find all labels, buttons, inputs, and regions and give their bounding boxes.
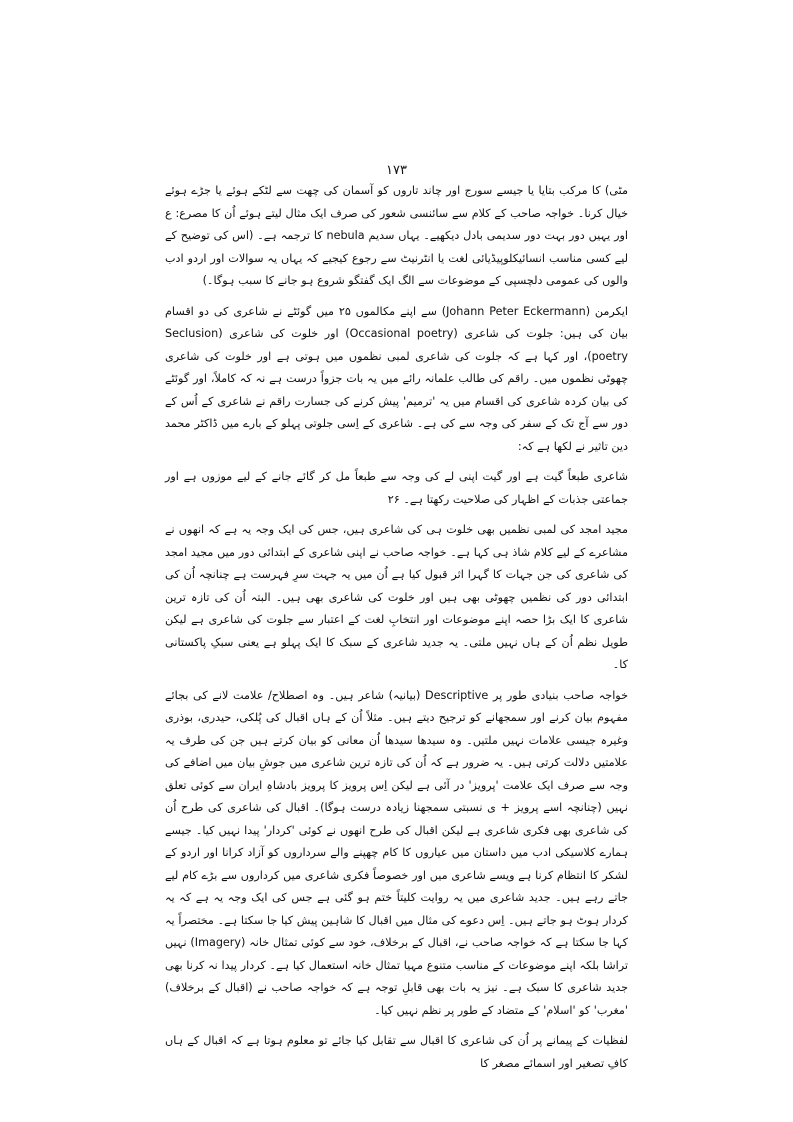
text-line: کیا۔ جیسے ہمارے کلاسیکی ادب میں داستان میں عیاروں کا کام چھپنے والے سرداروں کو آزاد کرانا اور اردو کے لشکر کا انتظام کرنا ہے ویسے	[165, 823, 628, 882]
text-line: تمثال خانہ استعمال کیا ہے۔ کردار پیدا نہ کرنا بھی جدید شاعری کا سبک ہے۔ نیز یہ بات بھی قابلِ توجہ ہے کہ خواجہ صاحب نے (اقبال کے	[165, 958, 629, 994]
text-line: ہے یعنی سبکِ پاکستانی کا۔	[165, 635, 628, 671]
text-line: کے اظہار کی صلاحیت رکھتا ہے۔ ۲۶	[387, 492, 555, 506]
paragraph	[165, 685, 628, 1023]
text-line: گوئٹے کی بیان کردہ شاعری کی اقسام میں یہ 'ترمیم' پیش کرنے کی جسارت راقم نے شاعری کے اُس کے دور سے آج تک کے سفر کی وجہ	[165, 372, 628, 430]
text-line: ایکرمن (Johann Peter Eckermann) سے اپنے مکالموں ۲۵ میں گوئٹے نے شاعری کی دو اقسام بیان کی ہیں:	[165, 304, 628, 340]
text-line: کہ خواجہ صاحب نے، اقبال کے برخلاف، خود سے کوئی تمثال خانہ (Imagery) نہیں تراشا بلکہ اپنے موضوعات کے مناسب متنوع مہیا	[165, 936, 628, 972]
text-line: چنانچہ اُن کی ابتدائی دور کی نظمیں چھوٹی بھی ہیں اور خلوت کی شاعری بھی ہیں۔ البتہ اُن کی تازہ ترین شاعری کا ایک بڑا حصہ اپنے	[165, 568, 629, 626]
body-text	[165, 180, 628, 1083]
text-line: مٹی) کا مرکب بتایا یا جیسے سورج اور چاند تاروں کو آسمان کی چھت سے لٹکے ہوئے یا جڑے ہوئے خیال کرنا۔ خواجہ صاحب کے کلام سے	[165, 184, 628, 220]
text-line: بیان کرتے ہیں جن کی طرف یہ علامتیں دلالت کرتی ہیں۔ یہ ضرور ہے کہ اُن کی تازہ ترین شاعری میں جوشِ بیان میں اضافے کی وجہ سے	[165, 733, 628, 792]
text-line: موضوعات اور انتخابِ لغت کے اعتبار سے جلوت کی شاعری ہے لیکن طویل نظم اُن کے ہاں نہیں ملتی۔ یہ جدید شاعری کے سبک کا ایک پہلو	[165, 613, 628, 649]
text-line: شاعری طبعاً گیت ہے اور گیت اپنی لے کی وجہ سے طبعاً مل کر گائے جانے کے لیے موزوں ہے اور جماعتی جذبات	[165, 470, 628, 506]
text-line: ترجمہ ہے۔ (اس کی توضیح کے لیے کسی مناسب انسائیکلوپیڈیائی لغت یا انٹرنیٹ سے رجوع کیجیے کہ یہاں یہ سوالات اور اردو ادب والوں کی	[165, 229, 628, 287]
text-line: سائنسی شعور کی صرف ایک مثال لیتے ہوئے اُن کا مصرع: ع اور یہیں دور بہت دور سدیمی بادل دیکھیے۔ یہاں سدیم nebula کا	[165, 206, 628, 242]
page-number: ۱۷۳	[386, 163, 407, 178]
text-line: عمومی دلچسپی کے موضوعات سے الگ ایک گفتگو شروع ہو جانے کا سبب ہوگا۔)	[202, 274, 581, 287]
text-line: جلوت کی شاعری (Occasional poetry) اور خلوت کی شاعری (Seclusion poetry)، اور کہا ہے کہ جلوت کی شاعری	[165, 327, 628, 363]
text-line: صاحب نے اپنی شاعری کے ابتدائی دور میں مجید امجد کی شاعری کی جن جہات کا گہرا اثر قبول کیا ہے اُن میں یہ جہت سرِ فہرست ہے	[165, 545, 628, 581]
text-line: سے کی ہے۔ شاعری کے اِسی جلوتی پہلو کے بارے میں ڈاکٹر محمد دین تاثیر نے لکھا ہے کہ:	[165, 417, 628, 453]
text-line: سمجھانے کو ترجیح دیتے ہیں۔ مثلاً اُن کے ہاں اقبال کی پُلکی، حیدری، بوذری وغیرہ جیسی علامات نہیں ملتیں۔ وہ سیدھا سیدھا اُن معانی کو	[165, 711, 628, 747]
paragraph	[165, 1030, 628, 1075]
text-line: مجید امجد کی لمبی نظمیں بھی خلوت ہی کی شاعری ہیں، جس کی ایک وجہ یہ ہے کہ انھوں نے مشاعرے کے لیے کلام شاذ ہی کہا ہے۔ خواجہ	[165, 523, 628, 559]
paragraph	[165, 180, 628, 293]
paragraph	[165, 519, 628, 677]
text-line: جس کی ایک وجہ یہ ہے کہ یہ کردار ہوٹ ہو جاتے ہیں۔ اِس دعوے کی مثال میں اقبال کا شاہین پیش کیا جا سکتا ہے۔ مختصراً یہ کہا جا سکتا ہے	[165, 891, 629, 949]
paragraph	[165, 301, 628, 459]
text-line: لفظیات کے پیمانے پر اُن کی شاعری کا اقبال سے تقابل کیا جائے تو معلوم ہوتا ہے کہ اقبال کے ہاں کافِ تصغیر اور اسمائے مصغر کا	[165, 1034, 628, 1070]
text-line: صرف ایک علامت 'پرویز' در آئی ہے لیکن اِس پرویز کا پرویز بادشاہِ ایران سے کوئی تعلق نہیں (چنانچہ اسے پرویز + ی نسبتی سمجھنا	[165, 778, 629, 814]
text-line: شاعری میں اور خصوصاً فکری شاعری میں کرداروں سے بڑے کام لیے جاتے رہے ہیں۔ جدید شاعری میں یہ روایت کلیتاً ختم ہو گئی ہے	[165, 868, 628, 904]
text-line: خواجہ صاحب بنیادی طور پر Descriptive (بیانیہ) شاعر ہیں۔ وہ اصطلاح/ علامت لانے کی بجائے مفہوم بیان کرنے اور	[165, 688, 629, 724]
text-line: لمبی نظموں میں ہوتی ہے اور خلوت کی شاعری چھوٹی نظموں میں۔ راقم کی طالب علمانہ رائے میں یہ بات جزواً درست ہے نہ کہ کاملاً، اور	[165, 349, 629, 385]
block-quote	[165, 466, 628, 511]
text-line: برخلاف) 'مغرب' کو 'اسلام' کے متضاد کے طور پر نظم نہیں کیا۔	[165, 981, 628, 1017]
text-line: زیادہ درست ہوگا)۔ اقبال کی شاعری کی طرح اُن کی شاعری بھی فکری شاعری ہے لیکن اقبال کی طرح انھوں نے کوئی 'کردار' پیدا نہیں	[165, 801, 628, 837]
